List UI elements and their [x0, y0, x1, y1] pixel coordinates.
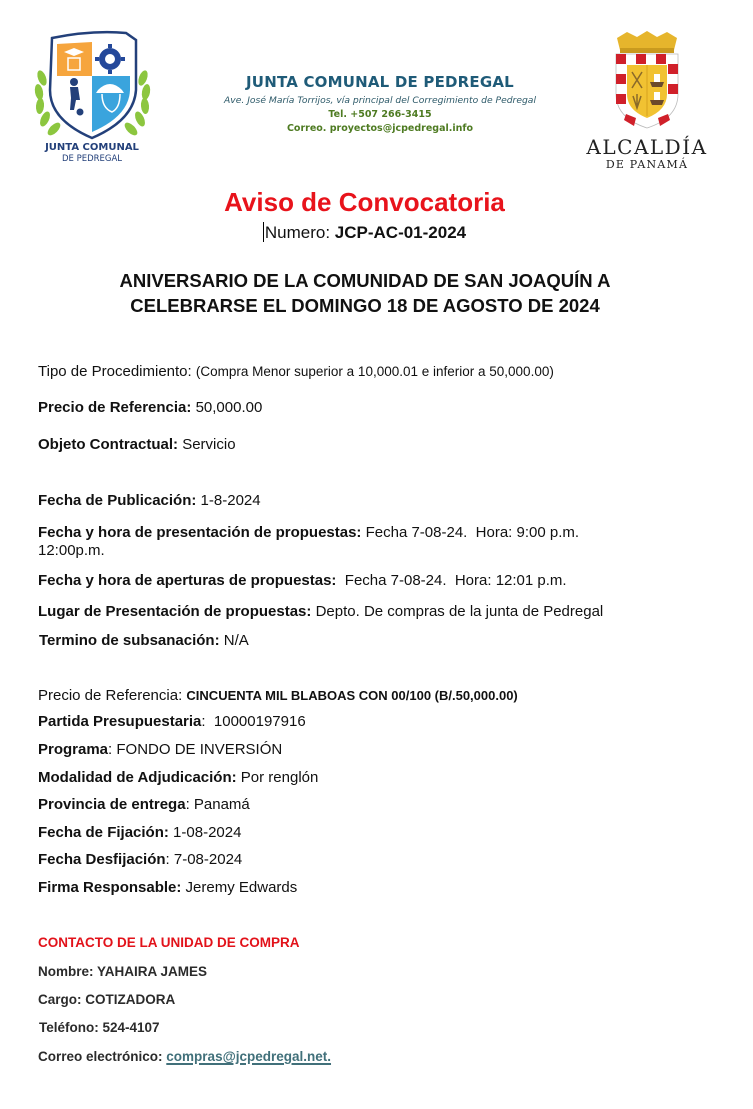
organization-address: Ave. José María Torrijos, vía principal del Corregimiento de Pedregal — [224, 95, 536, 106]
field-fecha-presentacion: Fecha y hora de presentación de propuestas: Fecha 7-08-24. Hora: 9:00 p.m. — [38, 524, 580, 541]
contact-email: Correo electrónico: compras@jcpedregal.net. — [38, 1049, 332, 1064]
field-objeto-contractual: Objeto Contractual: Servicio — [38, 436, 236, 453]
field-precio-referencia: Precio de Referencia: 50,000.00 — [38, 399, 263, 416]
coat-of-arms-icon — [582, 30, 712, 130]
field-provincia-entrega: Provincia de entrega: Panamá — [38, 796, 250, 813]
notice-title: Aviso de Convocatoria — [224, 187, 505, 217]
letterhead — [180, 73, 580, 134]
contact-email-link[interactable]: compras@jcpedregal.net. — [166, 1049, 332, 1064]
field-firma-responsable: Firma Responsable: Jeremy Edwards — [38, 879, 298, 896]
contact-role: Cargo: COTIZADORA — [38, 992, 176, 1007]
field-termino-subsanacion: Termino de subsanación: N/A — [39, 632, 249, 649]
alcaldia-name: ALCALDÍA DE PANAMÁ — [586, 135, 708, 171]
field-partida-presupuestaria: Partida Presupuestaria: 10000197916 — [38, 713, 306, 730]
alcaldia-logo — [582, 30, 712, 170]
field-lugar-presentacion: Lugar de Presentación de propuestas: Depto. De compras de la junta de Pedregal — [38, 603, 604, 620]
svg-text:DE PEDREGAL: DE PEDREGAL — [61, 154, 123, 163]
field-tipo-procedimiento: Tipo de Procedimiento: (Compra Menor superior a 10,000.01 e inferior a 50,000.00) — [38, 363, 554, 380]
field-fecha-fijacion: Fecha de Fijación: 1-08-2024 — [38, 824, 242, 841]
field-modalidad-adjudicacion: Modalidad de Adjudicación: Por renglón — [38, 769, 319, 786]
organization-email: Correo. proyectos@jcpedregal.info — [286, 123, 474, 134]
notice-number-label: Numero: — [264, 223, 331, 242]
notice-number — [0, 222, 729, 243]
organization-phone: Tel. +507 266-3415 — [328, 109, 432, 120]
junta-comunal-logo — [30, 28, 155, 163]
shield-icon — [30, 28, 155, 163]
contact-heading: CONTACTO DE LA UNIDAD DE COMPRA — [38, 935, 300, 950]
field-fecha-presentacion-cont: 12:00p.m. — [38, 542, 105, 559]
notice-number-value: JCP-AC-01-2024 — [334, 223, 467, 242]
notice-subject: ANIVERSARIO DE LA COMUNIDAD DE SAN JOAQUÍN A CELEBRARSE EL DOMINGO 18 DE AGOSTO DE 2024 — [119, 270, 611, 316]
contact-phone: Teléfono: 524-4107 — [39, 1020, 160, 1035]
field-fecha-publicacion: Fecha de Publicación: 1-8-2024 — [38, 492, 261, 509]
field-programa: Programa: FONDO DE INVERSIÓN — [38, 741, 283, 758]
field-fecha-apertura: Fecha y hora de aperturas de propuestas: Fecha 7-08-24. Hora: 12:01 p.m. — [38, 572, 567, 589]
field-fecha-desfijacion: Fecha Desfijación: 7-08-2024 — [38, 851, 243, 868]
svg-text:JUNTA COMUNAL: JUNTA COMUNAL — [45, 142, 139, 153]
field-precio-referencia-letras: Precio de Referencia: CINCUENTA MIL BLABOAS CON 00/100 (B/.50,000.00) — [38, 687, 518, 704]
text-cursor — [263, 222, 264, 242]
contact-name: Nombre: YAHAIRA JAMES — [38, 964, 208, 979]
organization-name: JUNTA COMUNAL DE PEDREGAL — [246, 73, 514, 91]
